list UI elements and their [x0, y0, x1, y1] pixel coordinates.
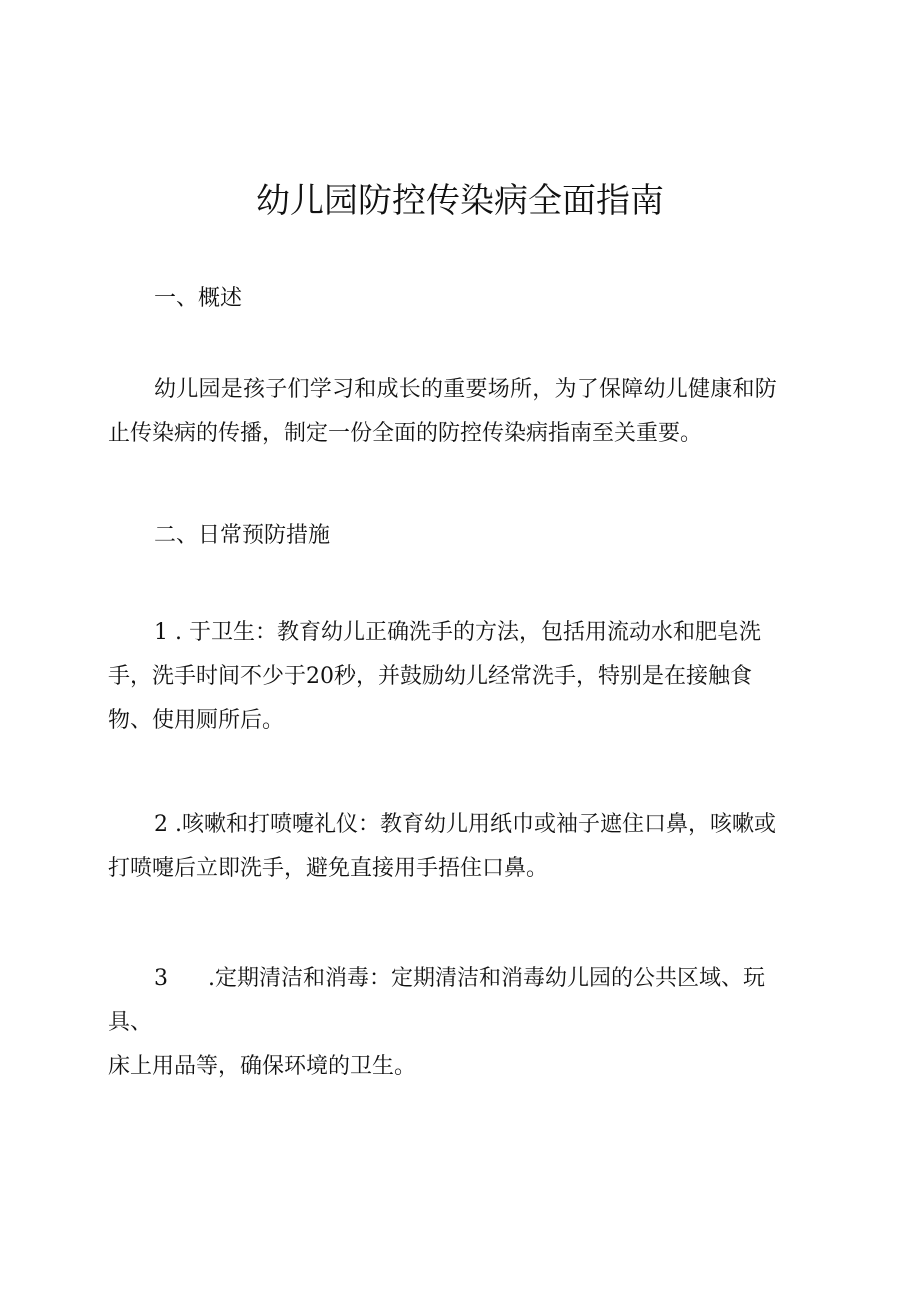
list-item-line: 具、: [108, 1010, 153, 1035]
paragraph-line: 幼儿园是孩子们学习和成长的重要场所，为了保障幼儿健康和防: [154, 377, 778, 402]
list-item-line: 手，洗手时间不少于20秒，并鼓励幼儿经常洗手，特别是在接触食: [108, 664, 752, 689]
list-item-hygiene: [108, 611, 818, 743]
list-item-line: 2 .咳嗽和打喷嚏礼仪：教育幼儿用纸巾或袖子遮住口鼻，咳嗽或: [154, 812, 776, 837]
section-heading-overview: [108, 277, 818, 321]
overview-paragraph: [108, 368, 818, 456]
list-item-first-line: [108, 957, 818, 1001]
list-item-cleaning: [108, 957, 818, 1089]
document-title: 幼儿园防控传染病全面指南: [256, 181, 664, 221]
list-item-line: 打喷嚏后立即洗手，避免直接用手捂住口鼻。: [108, 856, 549, 881]
section-heading-text: 一、概述: [154, 286, 243, 311]
list-item-line: 1 . 于卫生：教育幼儿正确洗手的方法，包括用流动水和肥皂洗: [154, 620, 761, 645]
list-item-line: 物、使用厕所后。: [108, 708, 285, 733]
section-heading-daily-prevention: [108, 514, 818, 558]
paragraph-line: 止传染病的传播，制定一份全面的防控传染病指南至关重要。: [108, 421, 703, 446]
list-item-first-text: .定期清洁和消毒：定期清洁和消毒幼儿园的公共区域、玩: [208, 966, 765, 991]
section-heading-text: 二、日常预防措施: [154, 523, 331, 548]
list-item-line: 床上用品等，确保环境的卫生。: [108, 1054, 417, 1079]
list-item-number: 3: [154, 966, 168, 991]
list-item-cough-etiquette: [108, 803, 818, 891]
